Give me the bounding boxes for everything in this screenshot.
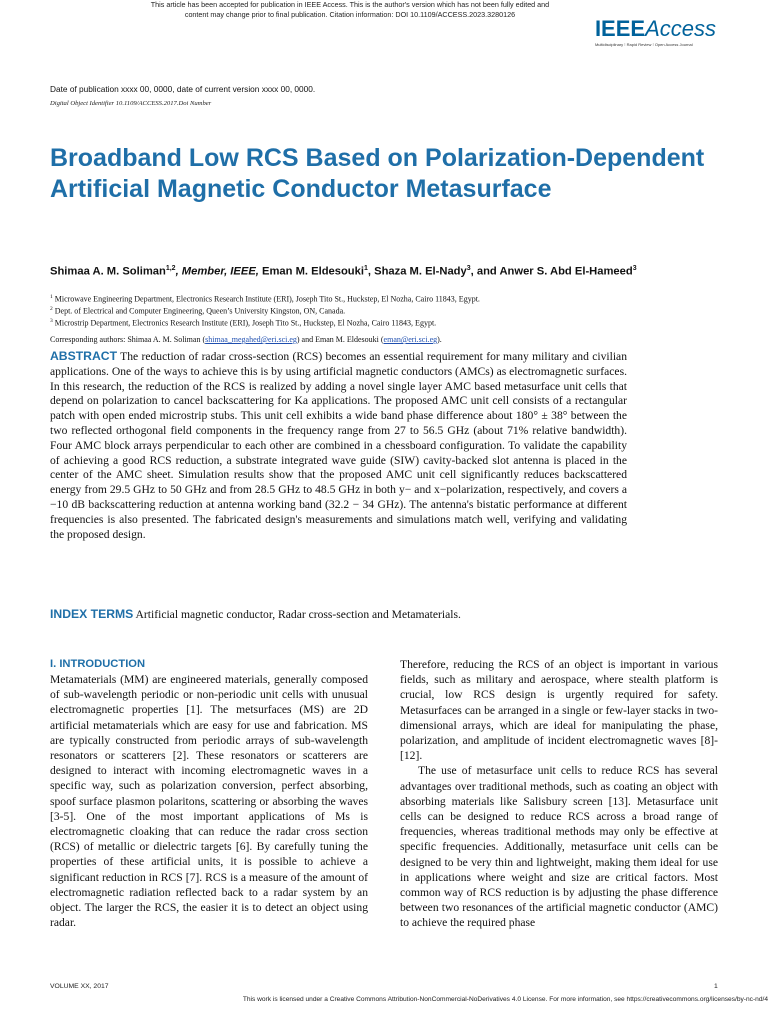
corresponding-mid: ) and Eman M. Eldesouki ( (296, 335, 384, 344)
author-2: Eman M. Eldesouki (258, 265, 364, 278)
corresponding-authors (50, 335, 442, 344)
index-terms-text: Artificial magnetic conductor, Radar cross-section and Metamaterials. (133, 608, 461, 621)
intro-paragraph-1: Metamaterials (MM) are engineered materials, generally composed of sub-wavelength periodic or non-periodic unit cells with unusual electromagnetic properties [1]. The metsurfaces (MS) are 2D artificial metamaterials which are easy for use and fabrication. MS are typically constructed from periodic arrays of sub-wavelength resonators or scatterers [2]. These resonators or scatterers are designed to interact with incoming electromagnetic waves in a specific way, such as polarization conversion, perfect absorbing, spoof surface plasmon polaritons, scattering or absorbing the waves [3-5]. One of the most important applications of Ms is electromagnetic cloaking that can reduce the radar cross section (RCS) of metallic or dielectric targets [6]. By carefully tuning the properties of these artificial units, it is possible to achieve a significant reduction in RCS [7]. RCS is a measure of the amount of electromagnetic radiation reflected back to a radar system by an object. The larger the RCS, the easier it is to detect an object using radar. (50, 673, 368, 930)
license-notice: This work is licensed under a Creative Commons Attribution-NonCommercial-NoDerivatives 4.0 License. For more information, see https://creativecommons.org/licenses/by-nc-nd/4 (242, 996, 768, 1003)
affiliation-2-number: 2 (50, 306, 53, 312)
author-1-affil: 1,2 (165, 265, 176, 272)
affiliation-3-text: Microstrip Department, Electronics Research Institute (ERI), Joseph Tito St., Huckstep, El Nozha, Cairo 11843, Egypt. (52, 318, 437, 328)
abstract-text: The reduction of radar cross-section (RCS) becomes an essential requirement for many military and civilian applications. One of the ways to achieve this is by using artificial magnetic conductors (AMCs) as electromagnetic surfaces. In this research, the reduction of the RCS is realized by adding a novel single layer AMC based metasurface unit cells that depend on polarization to cancel backscattering for Ka applications. The proposed AMC unit cell consists of a rectangular patch with open ended microstrip stubs. This unit cell exhibits a wide band phase difference about 180° ± 38° between the two reflected orthogonal field components in the frequency range from 27 to 56.5 GHz (about 71% relative bandwidth). Four AMC block arrays perpendicular to each other are combined in a chessboard configuration. To validate the capability of achieving a good RCS reduction, a substrate integrated wave guide (SIW) cavity-backed slot antenna is placed in the center of the AMC sheet. Simulation results show that the proposed AMC unit cell significantly reduces backscattered energy from 29.5 GHz to 50 GHz and from 28.5 GHz to 48.5 GHz in both y− and x−polarization, respectively, and covers a −10 dB backscattering reduction at antenna working band (32.2 − 34 GHz). The antenna's bistatic performance at different frequencies is also presented. The fabricated design's measurements and simulations match well, verifying and validating the proposed design. (50, 350, 627, 541)
intro-paragraph-3: The use of metasurface unit cells to reduce RCS has several advantages over traditional methods, such as coating an object with absorbing materials like Salisbury screen [13]. Metasurface unit cells can be designed to reduce RCS across a broad range of frequencies, whereas traditional methods may only be effective at specific frequencies. Additionally, metasurface unit cells can be designed to be very thin and lightweight, making them ideal for use in applications where weight and size are critical factors. Most common way of RCS reduction is by adjusting the phase difference between two resonances of the artificial magnetic conductor (AMC) to achieve the required phase (400, 764, 718, 930)
logo-access-text: Access (645, 16, 716, 41)
email-link-1[interactable]: shimaa_megahed@eri.sci.eg (205, 335, 297, 344)
logo-ieee-text: IEEE (594, 16, 646, 41)
publication-notice-line-2: content may change prior to final publication. Citation information: DOI 10.1109/ACCESS.2023.3280126 (184, 10, 516, 19)
affiliation-1 (50, 292, 480, 305)
abstract-label: ABSTRACT (50, 349, 118, 363)
left-column (50, 657, 368, 930)
right-column (400, 657, 718, 931)
section-heading: I. INTRODUCTION (50, 658, 146, 670)
paper-title: Broadband Low RCS Based on Polarization-Dependent Artificial Magnetic Conductor Metasurface (50, 144, 705, 203)
intro-paragraph-2: Therefore, reducing the RCS of an object is important in various fields, such as military and aerospace, where stealth platform is crucial, low RCS design is urgently required for safety. Metasurfaces can be arranged in a single or few-layer stacks in two-dimensional arrays, which are ideal for manipulating the phase, polarization, and amplitude of incident electromagnetic waves [8]-[12]. (400, 658, 718, 763)
abstract (50, 349, 627, 542)
affiliation-1-text: Microwave Engineering Department, Electronics Research Institute (ERI), Joseph Tito St., Huckstep, El Nozha, Cairo 11843, Egypt. (52, 294, 480, 304)
author-2-affil: 1 (363, 265, 368, 272)
author-list (50, 262, 640, 279)
publication-date: Date of publication xxxx 00, 0000, date of current version xxxx 00, 0000. (50, 84, 316, 94)
publication-notice-line-1: This article has been accepted for publication in IEEE Access. This is the author's version which has not been fully edited and (150, 0, 550, 9)
affiliation-3 (50, 316, 436, 329)
corresponding-prefix: Corresponding authors: Shimaa A. M. Soliman ( (50, 335, 206, 344)
affiliation-2-text: Dept. of Electrical and Computer Engineering, Queen’s University Kingston, ON, Canada. (52, 306, 346, 316)
author-1: Shimaa A. M. Soliman (50, 265, 166, 278)
index-terms-label: INDEX TERMS (50, 607, 134, 621)
ieee-access-logo (595, 18, 716, 47)
doi-line: Digital Object Identifier 10.1109/ACCESS.2017.Doi Number (50, 100, 212, 107)
author-4-affil: 3 (632, 265, 637, 272)
author-3-affil: 3 (466, 265, 471, 272)
index-terms (50, 607, 650, 622)
author-3: , Shaza M. El-Nady (367, 265, 467, 278)
affiliation-2 (50, 304, 345, 317)
logo-tagline: Multidisciplinary ⁝ Rapid Review ⁝ Open Access Journal (594, 42, 693, 47)
author-1-role: , Member, IEEE, (175, 265, 259, 278)
email-link-2[interactable]: eman@eri.sci.eg (383, 335, 438, 344)
affiliation-3-number: 3 (50, 318, 53, 324)
page-number: 1 (714, 983, 718, 990)
affiliation-1-number: 1 (50, 294, 53, 300)
volume-footer: VOLUME XX, 2017 (50, 983, 109, 990)
author-4: , and Anwer S. Abd El-Hameed (470, 265, 633, 278)
corresponding-suffix: ). (437, 335, 442, 344)
